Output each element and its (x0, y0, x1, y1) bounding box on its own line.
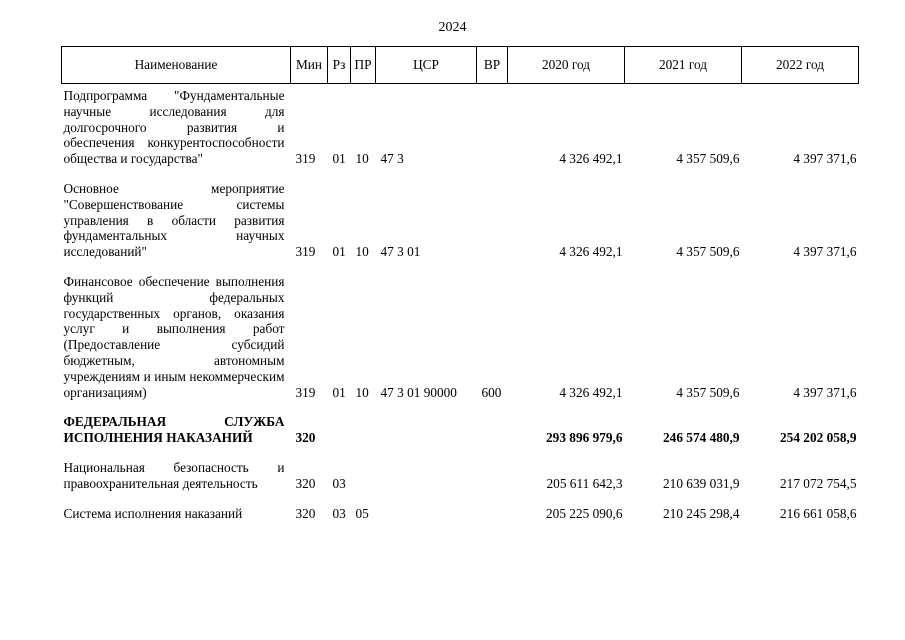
row-min: 320 (295, 475, 316, 491)
row-min: 320 (295, 430, 316, 446)
row-vr (477, 446, 508, 492)
row-2020: 4 326 492,1 (559, 151, 623, 167)
row-2022: 4 397 371,6 (793, 151, 857, 167)
row-vr (477, 400, 508, 446)
row-csr: 47 3 01 (380, 244, 421, 260)
row-rz (328, 400, 351, 446)
table-row (62, 446, 859, 492)
row-2022: 217 072 754,5 (780, 475, 857, 491)
table-row (62, 492, 859, 522)
row-2021: 210 245 298,4 (663, 505, 740, 521)
header-min: Мин (291, 47, 328, 84)
table-row (62, 260, 859, 400)
table-row (62, 167, 859, 260)
row-vr (477, 492, 508, 522)
row-2022: 216 661 058,6 (780, 505, 857, 521)
row-name: ФЕДЕРАЛЬНАЯ СЛУЖБА ИСПОЛНЕНИЯ НАКАЗАНИЙ (63, 414, 285, 446)
row-rz: 01 (332, 384, 346, 400)
row-csr: 47 3 (380, 151, 404, 167)
row-csr (376, 492, 477, 522)
row-2022: 4 397 371,6 (793, 384, 857, 400)
header-2022: 2022 год (742, 47, 859, 84)
row-2021: 210 639 031,9 (663, 475, 740, 491)
row-2020: 293 896 979,6 (546, 430, 623, 446)
row-pr: 10 (355, 384, 369, 400)
header-2020: 2020 год (508, 47, 625, 84)
row-name: Национальная безопасность и правоохранительная деятельность (63, 459, 285, 491)
table-header-row (62, 47, 859, 84)
header-rz: Рз (328, 47, 351, 84)
row-rz: 01 (332, 151, 346, 167)
row-2022: 4 397 371,6 (793, 244, 857, 260)
row-min: 320 (295, 505, 316, 521)
row-csr (376, 400, 477, 446)
row-pr: 10 (355, 151, 369, 167)
table-row (62, 400, 859, 446)
row-rz: 03 (332, 475, 346, 491)
row-name: Подпрограмма "Фундаментальные научные исследования для долгосрочного развития и обеспечения конкурентоспособности общества и государства" (63, 88, 285, 167)
row-pr: 10 (355, 244, 369, 260)
row-2020: 205 225 090,6 (546, 505, 623, 521)
row-vr (477, 84, 508, 167)
row-2021: 4 357 509,6 (676, 244, 740, 260)
row-2021: 246 574 480,9 (663, 430, 740, 446)
table-row (62, 84, 859, 167)
page-number: 2024 (438, 20, 467, 35)
row-name: Основное мероприятие "Совершенствование системы управления в области развития фундаментальных научных исследований" (63, 180, 285, 260)
row-name: Финансовое обеспечение выполнения функций федеральных государственных органов, оказания услуг и выполнения работ (Предоставление субсидий бюджетным, автономным учреждениям и иным некоммерческим организациям) (63, 273, 285, 400)
row-csr (376, 446, 477, 492)
row-name: Система исполнения наказаний (63, 505, 243, 521)
header-vr: ВР (477, 47, 508, 84)
row-2021: 4 357 509,6 (676, 151, 740, 167)
row-pr: 05 (355, 505, 369, 521)
row-2020: 4 326 492,1 (559, 244, 623, 260)
row-2022: 254 202 058,9 (780, 430, 857, 446)
header-pr: ПР (351, 47, 376, 84)
row-csr: 47 3 01 90000 (380, 384, 457, 400)
row-min: 319 (295, 384, 316, 400)
row-rz: 03 (332, 505, 346, 521)
budget-table (61, 46, 859, 521)
row-min: 319 (295, 244, 316, 260)
row-vr: 600 (481, 384, 502, 400)
row-rz: 01 (332, 244, 346, 260)
row-vr (477, 167, 508, 260)
row-2020: 205 611 642,3 (546, 475, 623, 491)
header-name: Наименование (62, 47, 291, 84)
header-csr: ЦСР (376, 47, 477, 84)
row-2020: 4 326 492,1 (559, 384, 623, 400)
row-2021: 4 357 509,6 (676, 384, 740, 400)
header-2021: 2021 год (625, 47, 742, 84)
row-pr (351, 446, 376, 492)
row-min: 319 (295, 151, 316, 167)
row-pr (351, 400, 376, 446)
